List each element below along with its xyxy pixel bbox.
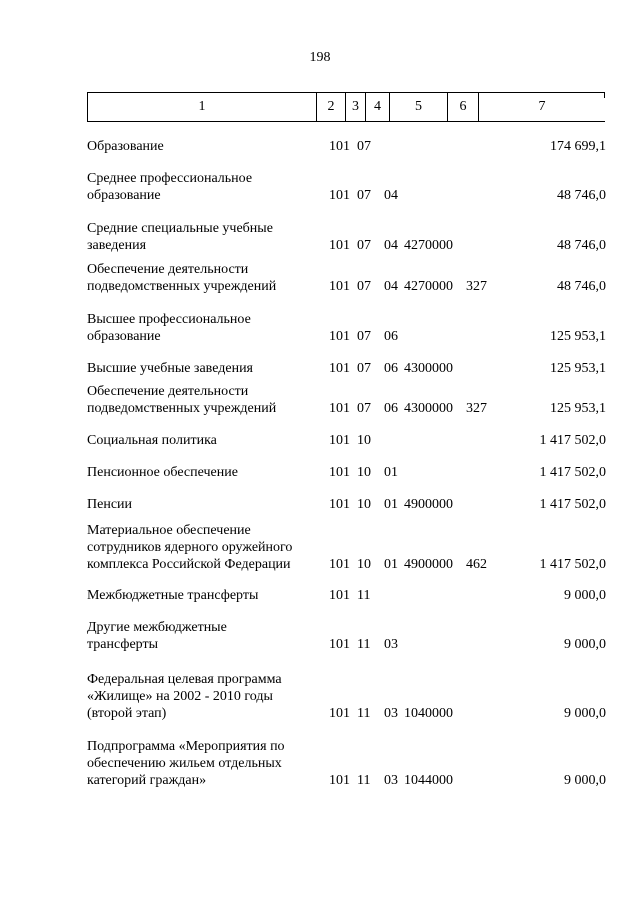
row-name-line: трансферты: [87, 637, 159, 652]
code-ministry: 101: [329, 188, 350, 203]
header-edge-mark: [604, 92, 605, 98]
row-name-line: Другие межбюджетные: [87, 620, 227, 635]
row-name: [87, 311, 322, 345]
row-name: [87, 383, 322, 417]
table-row: [0, 587, 640, 604]
code-subsection: 01: [384, 465, 398, 480]
code-section: 11: [357, 588, 371, 603]
table-row: [0, 464, 640, 481]
code-section: 07: [357, 188, 371, 203]
code-ministry: 101: [329, 401, 350, 416]
row-name: [87, 522, 322, 573]
code-target-article: 4270000: [404, 238, 453, 253]
code-ministry: 101: [329, 433, 350, 448]
header-col-4: 4: [366, 93, 390, 122]
code-target-article: 1040000: [404, 706, 453, 721]
row-name-line: образование: [87, 188, 161, 203]
code-subsection: 04: [384, 238, 398, 253]
table-row: [0, 671, 640, 722]
row-name-line: Пенсии: [87, 497, 133, 512]
table-row: [0, 383, 640, 417]
code-ministry: 101: [329, 706, 350, 721]
row-name-line: обеспечению жильем отдельных: [87, 756, 282, 771]
code-subsection: 04: [384, 188, 398, 203]
code-section: 10: [357, 465, 371, 480]
page-number: 198: [309, 50, 331, 65]
amount: 1 417 502,0: [539, 557, 606, 572]
code-subsection: 03: [384, 637, 398, 652]
row-name-line: Межбюджетные трансферты: [87, 588, 259, 603]
code-section: 07: [357, 361, 371, 376]
row-name-line: Среднее профессиональное: [87, 171, 253, 186]
row-name-line: Пенсионное обеспечение: [87, 465, 238, 480]
code-section: 11: [357, 773, 371, 788]
code-section: 07: [357, 238, 371, 253]
row-name-line: сотрудников ядерного оружейного: [87, 540, 293, 555]
amount: 9 000,0: [564, 706, 606, 721]
header-col-6: 6: [448, 93, 479, 122]
code-section: 07: [357, 139, 371, 154]
row-name-line: Высшие учебные заведения: [87, 361, 253, 376]
code-subsection: 06: [384, 329, 398, 344]
code-expense-type: 327: [466, 279, 487, 294]
row-name-line: заведения: [87, 238, 147, 253]
table-row: [0, 138, 640, 155]
row-name-line: Высшее профессиональное: [87, 312, 251, 327]
table-row: [0, 522, 640, 573]
table-row: [0, 738, 640, 789]
header-col-3: 3: [346, 93, 366, 122]
code-ministry: 101: [329, 588, 350, 603]
code-subsection: 03: [384, 706, 398, 721]
code-target-article: 4900000: [404, 497, 453, 512]
code-section: 10: [357, 557, 371, 572]
row-name: [87, 587, 322, 604]
row-name-line: Подпрограмма «Мероприятия по: [87, 739, 285, 754]
amount: 48 746,0: [557, 188, 606, 203]
amount: 9 000,0: [564, 637, 606, 652]
code-target-article: 4300000: [404, 401, 453, 416]
row-name-line: Обеспечение деятельности: [87, 384, 249, 399]
code-ministry: 101: [329, 557, 350, 572]
row-name-line: Обеспечение деятельности: [87, 262, 249, 277]
code-ministry: 101: [329, 139, 350, 154]
code-ministry: 101: [329, 497, 350, 512]
code-ministry: 101: [329, 465, 350, 480]
code-subsection: 06: [384, 401, 398, 416]
row-name: [87, 138, 322, 155]
row-name-line: (второй этап): [87, 706, 167, 721]
code-subsection: 01: [384, 557, 398, 572]
code-section: 07: [357, 329, 371, 344]
row-name: [87, 619, 322, 653]
code-ministry: 101: [329, 637, 350, 652]
code-target-article: 4900000: [404, 557, 453, 572]
code-subsection: 04: [384, 279, 398, 294]
table-row: [0, 170, 640, 204]
row-name-line: Средние специальные учебные: [87, 221, 273, 236]
row-name-line: «Жилище» на 2002 - 2010 годы: [87, 689, 273, 704]
amount: 9 000,0: [564, 588, 606, 603]
amount: 174 699,1: [550, 139, 606, 154]
table-header: [87, 92, 605, 122]
row-name-line: категорий граждан»: [87, 773, 207, 788]
amount: 125 953,1: [550, 329, 606, 344]
amount: 125 953,1: [550, 361, 606, 376]
code-target-article: 4300000: [404, 361, 453, 376]
code-ministry: 101: [329, 773, 350, 788]
row-name: [87, 360, 322, 377]
code-ministry: 101: [329, 238, 350, 253]
code-subsection: 01: [384, 497, 398, 512]
code-expense-type: 327: [466, 401, 487, 416]
table-row: [0, 311, 640, 345]
row-name-line: Образование: [87, 139, 164, 154]
code-section: 07: [357, 401, 371, 416]
code-target-article: 4270000: [404, 279, 453, 294]
amount: 1 417 502,0: [539, 497, 606, 512]
row-name: [87, 220, 322, 254]
row-name: [87, 261, 322, 295]
code-target-article: 1044000: [404, 773, 453, 788]
row-name: [87, 671, 322, 722]
header-col-2: 2: [317, 93, 346, 122]
row-name: [87, 496, 322, 513]
table-row: [0, 261, 640, 295]
row-name: [87, 432, 322, 449]
code-expense-type: 462: [466, 557, 487, 572]
row-name: [87, 738, 322, 789]
amount: 125 953,1: [550, 401, 606, 416]
row-name-line: Федеральная целевая программа: [87, 672, 282, 687]
row-name-line: Материальное обеспечение: [87, 523, 251, 538]
code-ministry: 101: [329, 361, 350, 376]
amount: 9 000,0: [564, 773, 606, 788]
row-name-line: образование: [87, 329, 161, 344]
code-subsection: 03: [384, 773, 398, 788]
row-name-line: Социальная политика: [87, 433, 217, 448]
table-row: [0, 360, 640, 377]
amount: 1 417 502,0: [539, 465, 606, 480]
row-name-line: подведомственных учреждений: [87, 401, 277, 416]
header-col-7: 7: [479, 93, 606, 122]
table-row: [0, 619, 640, 653]
table-row: [0, 432, 640, 449]
code-section: 11: [357, 706, 371, 721]
header-col-1: 1: [88, 93, 317, 122]
code-section: 07: [357, 279, 371, 294]
amount: 1 417 502,0: [539, 433, 606, 448]
code-section: 11: [357, 637, 371, 652]
row-name: [87, 170, 322, 204]
code-section: 10: [357, 433, 371, 448]
row-name-line: подведомственных учреждений: [87, 279, 277, 294]
row-name-line: комплекса Российской Федерации: [87, 557, 291, 572]
header-col-5: 5: [390, 93, 448, 122]
table-row: [0, 220, 640, 254]
row-name: [87, 464, 322, 481]
amount: 48 746,0: [557, 279, 606, 294]
code-subsection: 06: [384, 361, 398, 376]
code-ministry: 101: [329, 329, 350, 344]
amount: 48 746,0: [557, 238, 606, 253]
code-ministry: 101: [329, 279, 350, 294]
code-section: 10: [357, 497, 371, 512]
table-row: [0, 496, 640, 513]
